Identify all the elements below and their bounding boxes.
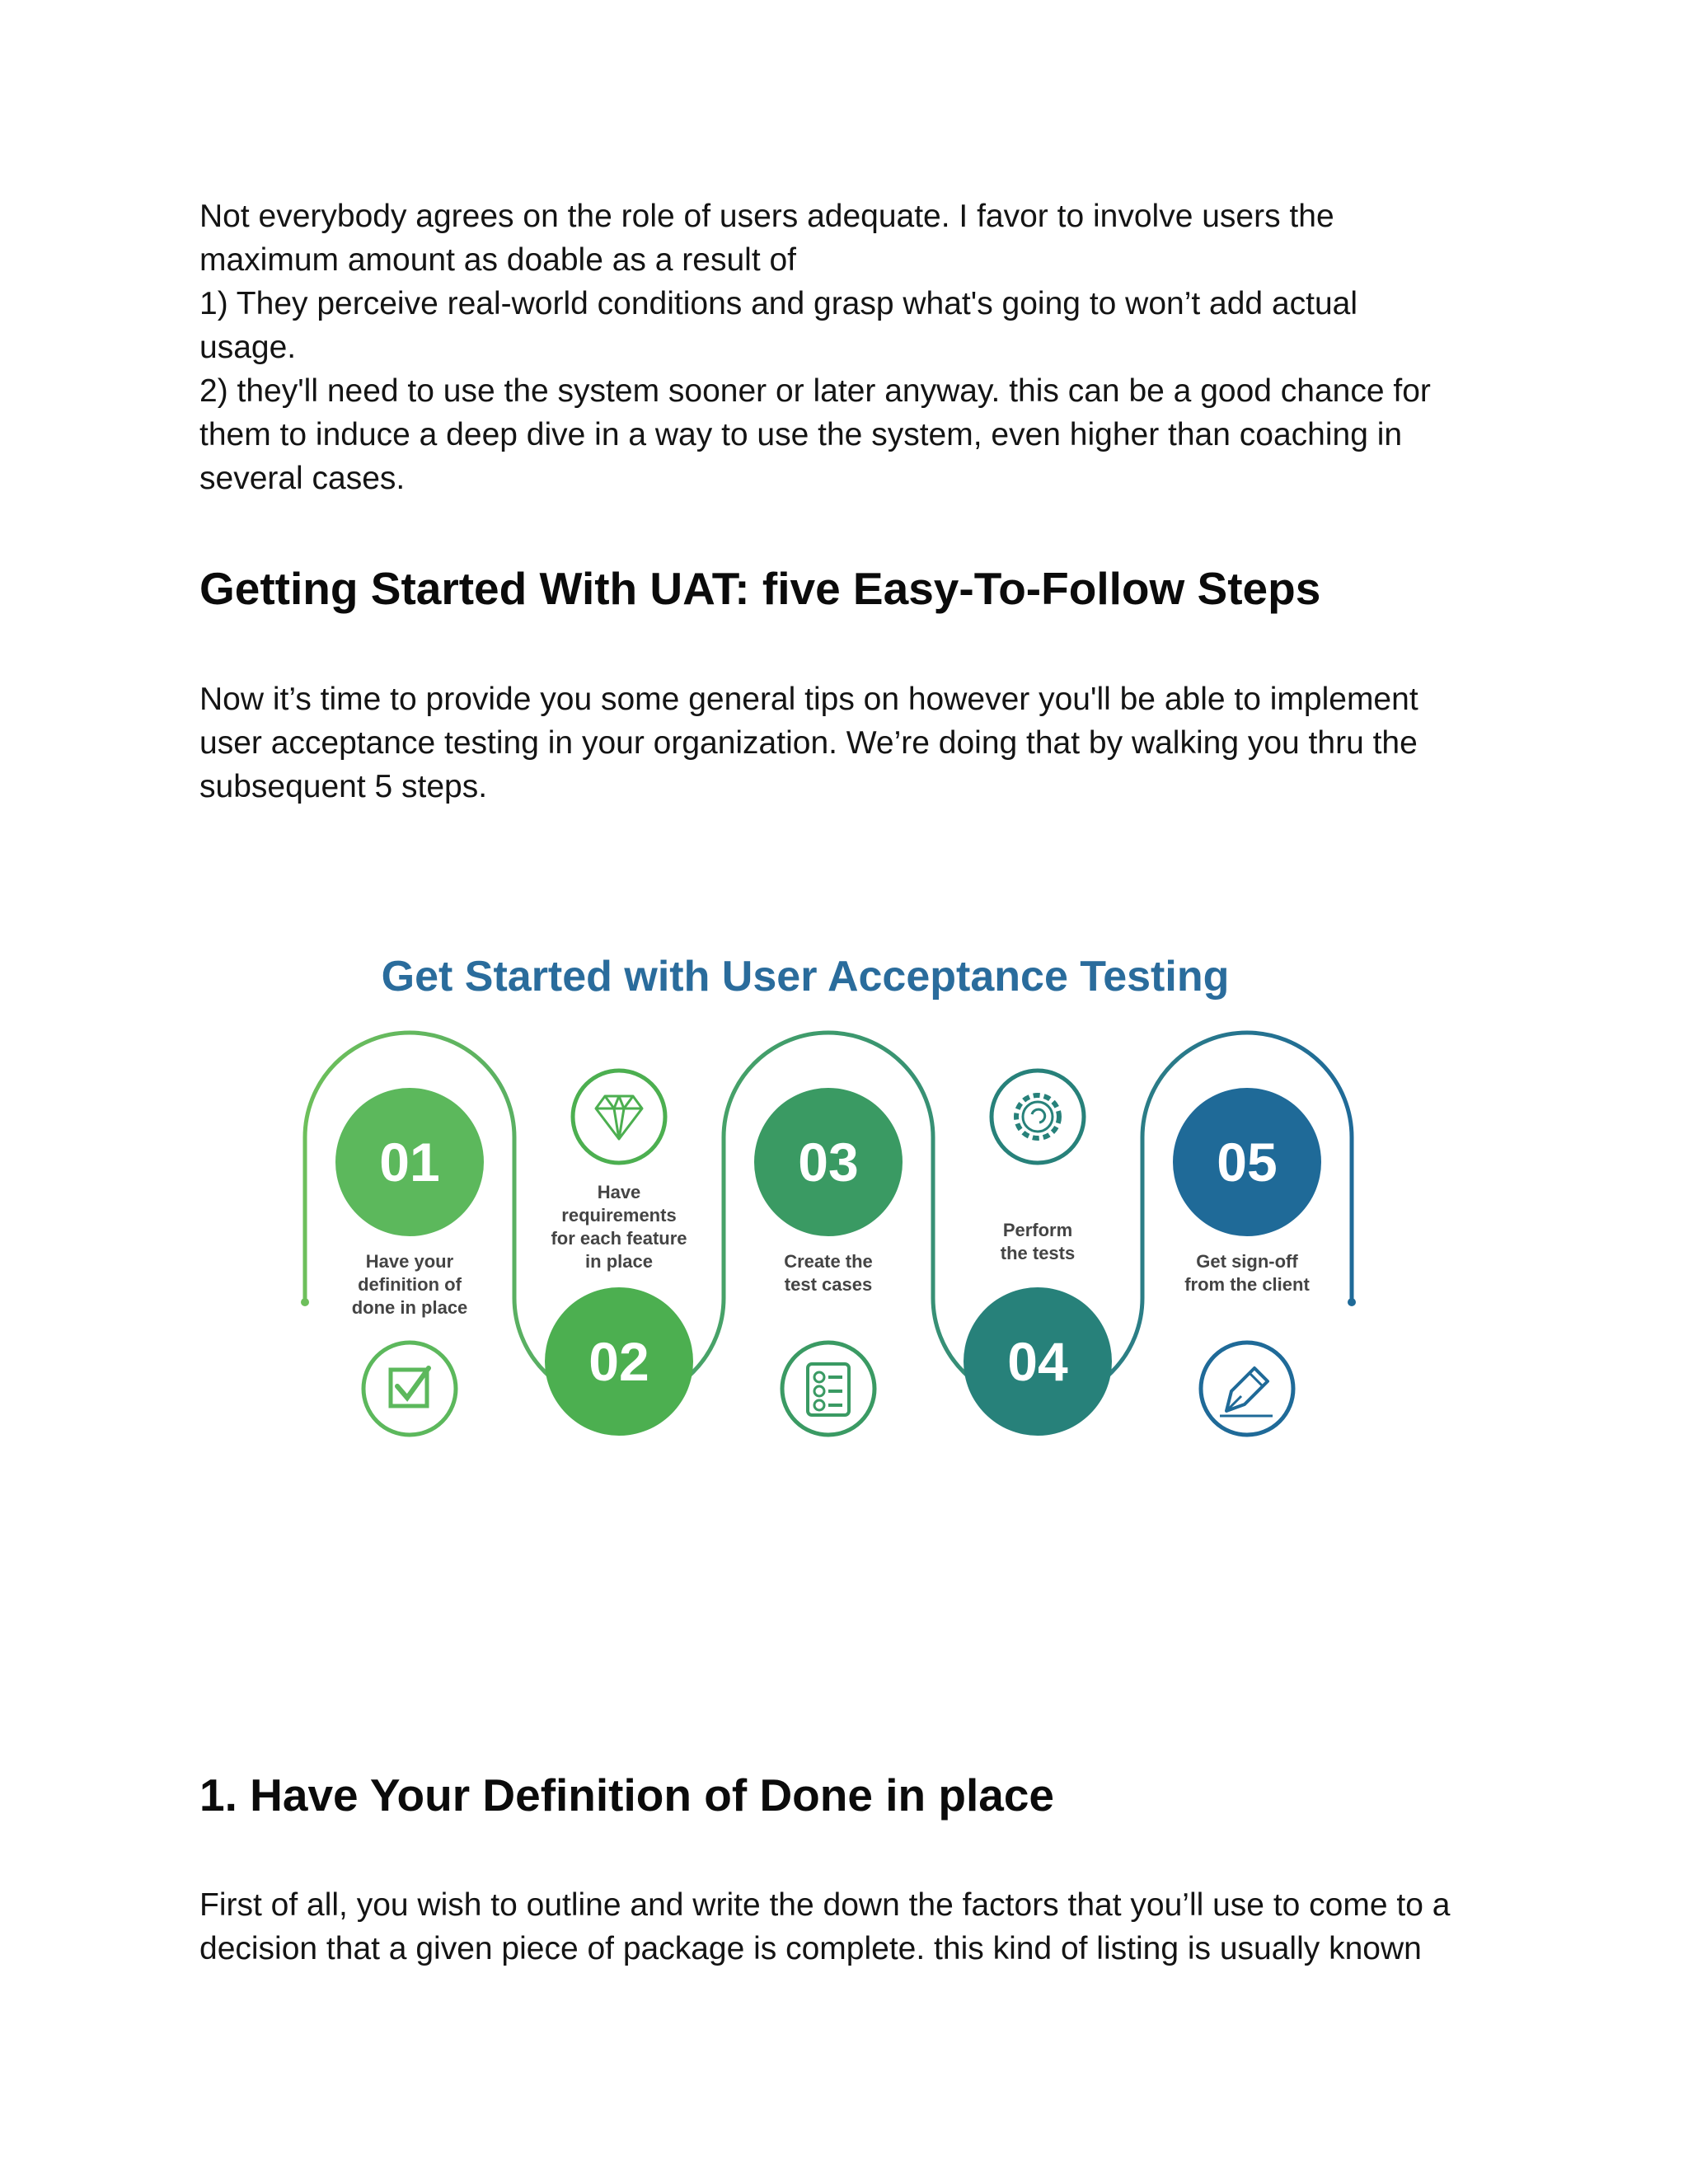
step-label-line: test cases: [784, 1274, 873, 1295]
paragraph-line: user acceptance testing in your organization. We’re doing that by walking you thru the: [199, 725, 1418, 761]
intro-paragraph: [199, 194, 1502, 500]
step-03: [754, 1088, 903, 1435]
step-label-line: Have: [597, 1182, 641, 1202]
step-label-line: in place: [585, 1251, 653, 1272]
step-number: 01: [379, 1132, 440, 1193]
uat-steps-infographic: [297, 940, 1368, 1516]
diamond-icon: [573, 1071, 665, 1163]
step-label-line: Get sign-off: [1196, 1251, 1298, 1272]
step-number: 03: [798, 1132, 859, 1193]
step-04: [964, 1071, 1112, 1436]
section-heading: Getting Started With UAT: five Easy-To-Follow Steps: [199, 563, 1321, 614]
paragraph-line: Not everybody agrees on the role of users adequate. I favor to involve users the: [199, 199, 1334, 234]
track-end-dot: [1348, 1298, 1356, 1306]
step-label-line: for each feature: [551, 1228, 687, 1249]
step-number: 05: [1217, 1132, 1278, 1193]
step1-heading: 1. Have Your Definition of Done in place: [199, 1769, 1055, 1821]
paragraph-line: several cases.: [199, 461, 406, 496]
paragraph-line: 2) they'll need to use the system sooner or later anyway. this can be a good chance for: [199, 373, 1431, 409]
step-label-line: definition of: [358, 1274, 462, 1295]
paragraph-line: maximum amount as doable as a result of: [199, 242, 797, 278]
step-label-line: Have your: [365, 1251, 454, 1272]
paragraph-line: them to induce a deep dive in a way to use the system, even higher than coaching in: [199, 417, 1403, 452]
checklist-icon: [782, 1343, 874, 1435]
checkbox-icon: [363, 1343, 456, 1435]
step-number: 04: [1007, 1331, 1068, 1392]
step1-paragraph: [199, 1883, 1502, 1971]
step-05: [1173, 1088, 1321, 1435]
infographic-title: Get Started with User Acceptance Testing: [381, 953, 1230, 1001]
step-02: [545, 1071, 693, 1436]
paragraph-line: subsequent 5 steps.: [199, 769, 488, 804]
gear-icon: [992, 1071, 1084, 1163]
step-label-line: Create the: [784, 1251, 873, 1272]
paragraph-line: decision that a given piece of package is complete. this kind of listing is usually known: [199, 1931, 1422, 1966]
step-label-line: done in place: [351, 1297, 468, 1318]
step-label-line: the tests: [1000, 1243, 1076, 1263]
paragraph-line: 1) They perceive real-world conditions and grasp what's going to won’t add actual: [199, 286, 1358, 321]
step-label-line: Perform: [1002, 1220, 1073, 1240]
paragraph-line: First of all, you wish to outline and write the down the factors that you’ll use to come to a: [199, 1887, 1451, 1923]
step-label-line: from the client: [1184, 1274, 1310, 1295]
track-end-dot: [301, 1298, 309, 1306]
section-paragraph: [199, 677, 1502, 808]
step-01: [335, 1088, 484, 1435]
step-label-line: requirements: [561, 1205, 677, 1226]
paragraph-line: Now it’s time to provide you some general tips on however you'll be able to implement: [199, 682, 1418, 717]
paragraph-line: usage.: [199, 330, 297, 365]
pen-icon: [1201, 1343, 1293, 1435]
step-number: 02: [588, 1331, 649, 1392]
